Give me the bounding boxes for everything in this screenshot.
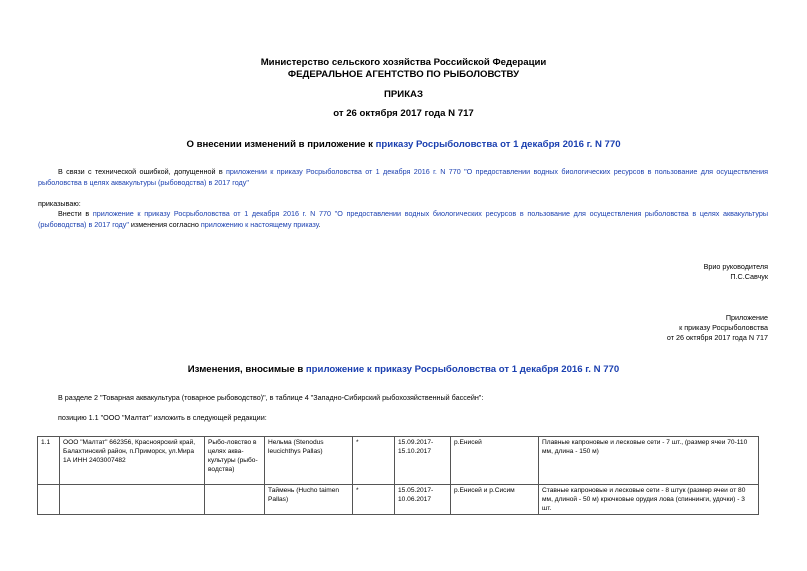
cell-organization: ООО "Малтат" 662356, Красноярский край, Балахтинский район, п.Приморск, ул.Мира 1А ИНН 2403007482 (60, 437, 205, 485)
para2-link-appendix[interactable]: приложению к настоящему приказу (200, 219, 319, 229)
cell-gear: Плавные капроновые и лесковые сети - 7 шт., (размер ячеи 70-110 мм, длина - 150 м) (539, 437, 759, 485)
cell-quota: * (353, 485, 395, 515)
appendix-reference: к приказу Росрыболовства (679, 323, 768, 332)
changes-table (37, 436, 759, 515)
appendix-label: Приложение (725, 313, 768, 322)
document-date-number: от 26 октября 2017 года N 717 (333, 108, 474, 119)
section-line: В разделе 2 "Товарная аквакультура (товарное рыбоводство)", в таблице 4 "Западно-Сибирский рыбохозяйственный бассейн": (58, 393, 484, 402)
para2-end: . (318, 219, 321, 229)
cell-gear: Ставные капроновые и лесковые сети - 8 штук (размер ячеи от 80 мм, длиной - 50 м) крючковые орудия лова (спиннинги, удочки) - 3 шт. (539, 485, 759, 515)
changes-title-prefix: Изменения, вносимые в (187, 364, 306, 375)
para1-link[interactable]: приложении к приказу Росрыболовства от 1 декабря 2016 г. N 770 "О предоставлении водных биологических ресурсов в пользование для осуществления рыболовства в целях аквакультуры (рыбоводства) в 2017 году" (38, 167, 768, 187)
ministry-name: Министерство сельского хозяйства Российской Федерации (260, 57, 547, 68)
title-prefix: О внесении изменений в приложение к (186, 139, 376, 150)
cell-place: р.Енисей и р.Сисим (451, 485, 539, 515)
cell-organization (60, 485, 205, 515)
cell-number: 1.1 (38, 437, 60, 485)
table-row (38, 485, 759, 515)
paragraph-order (38, 209, 768, 230)
table-row (38, 437, 759, 485)
signature-position: Врио руководителя (703, 262, 768, 271)
changes-title-link[interactable]: приложение к приказу Росрыболовства от 1 декабря 2016 г. N 770 (305, 364, 620, 375)
order-word: приказываю: (38, 199, 81, 208)
cell-period: 15.05.2017-10.06.2017 (395, 485, 451, 515)
paragraph-reason (38, 167, 768, 188)
cell-quota: * (353, 437, 395, 485)
para2-text-b: изменения согласно (128, 219, 201, 229)
position-line: позицию 1.1 "ООО "Малтат" изложить в следующей редакции: (58, 413, 267, 422)
para2-link[interactable]: приложение к приказу Росрыболовства от 1 декабря 2016 г. N 770 "О предоставлении водных биологических ресурсов в пользование для осуществления рыболовства в целях аквакультуры (рыбоводства) в 2017 году" (38, 209, 768, 229)
cell-purpose (205, 485, 265, 515)
cell-number (38, 485, 60, 515)
cell-species: Таймень (Hucho taimen Pallas) (265, 485, 353, 515)
cell-period: 15.09.2017-15.10.2017 (395, 437, 451, 485)
cell-place: р.Енисей (451, 437, 539, 485)
appendix-date: от 26 октября 2017 года N 717 (666, 333, 768, 342)
agency-name: ФЕДЕРАЛЬНОЕ АГЕНТСТВО ПО РЫБОЛОВСТВУ (287, 69, 520, 80)
signature-name: П.С.Савчук (730, 272, 768, 281)
cell-species: Нельма (Stenodus leucichthys Pallas) (265, 437, 353, 485)
cell-purpose: Рыбо-ловство в целях аква-культуры (рыбо-водства) (205, 437, 265, 485)
document-title (0, 139, 807, 150)
changes-title (0, 364, 807, 375)
document-type: ПРИКАЗ (384, 89, 423, 100)
para1-text: В связи с технической ошибкой, допущенной в (58, 167, 226, 176)
para2-text: Внести в (58, 209, 93, 218)
title-link[interactable]: приказу Росрыболовства от 1 декабря 2016 г. N 770 (375, 139, 621, 150)
